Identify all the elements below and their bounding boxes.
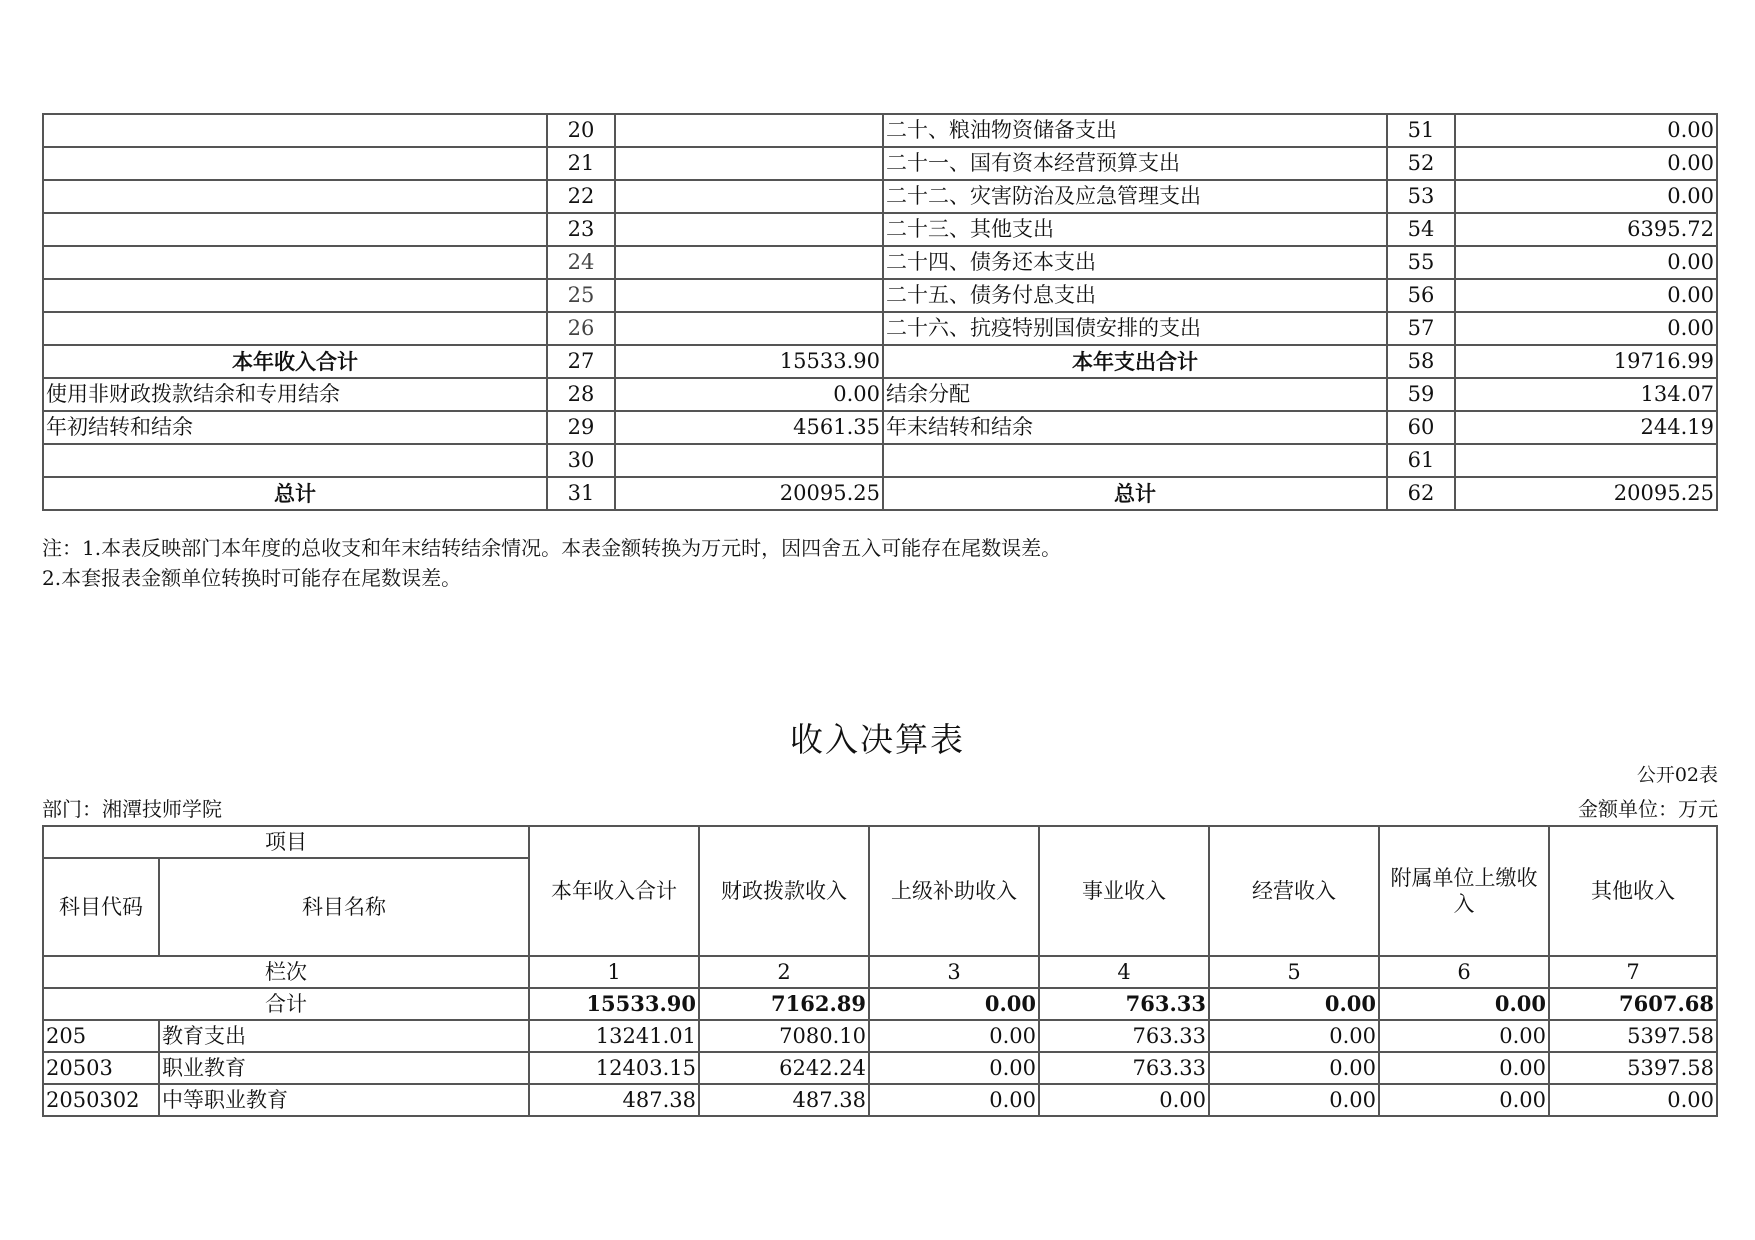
expense-line-no: 52 <box>1387 147 1455 180</box>
expense-line-no: 57 <box>1387 312 1455 345</box>
income-line-no: 25 <box>547 279 615 312</box>
cell-value: 13241.01 <box>529 1020 699 1052</box>
header-col-6: 附属单位上缴收入 <box>1379 826 1549 956</box>
cell-value: 0.00 <box>1379 1084 1549 1116</box>
header-col-5: 经营收入 <box>1209 826 1379 956</box>
income-amount <box>615 279 883 312</box>
order-3: 3 <box>869 956 1039 988</box>
table-row <box>43 147 1717 180</box>
table-row <box>43 1052 1717 1084</box>
income-amount <box>615 180 883 213</box>
income-amount <box>615 444 883 477</box>
income-amount <box>615 312 883 345</box>
header-col-1: 本年收入合计 <box>529 826 699 956</box>
cell-value: 0.00 <box>1039 1084 1209 1116</box>
expense-amount: 0.00 <box>1455 312 1717 345</box>
income-item <box>43 114 547 147</box>
table-row <box>43 378 1717 411</box>
table-row <box>43 180 1717 213</box>
table-row-total <box>43 477 1717 510</box>
cell-value: 0.00 <box>1379 1052 1549 1084</box>
expense-amount: 0.00 <box>1455 114 1717 147</box>
income-amount <box>615 147 883 180</box>
subject-name: 职业教育 <box>159 1052 529 1084</box>
total-value: 763.33 <box>1039 988 1209 1020</box>
income-line-no: 27 <box>547 345 615 378</box>
cell-value: 487.38 <box>699 1084 869 1116</box>
income-item: 使用非财政拨款结余和专用结余 <box>43 378 547 411</box>
subject-code: 2050302 <box>43 1084 159 1116</box>
income-line-no: 28 <box>547 378 615 411</box>
income-item <box>43 444 547 477</box>
income-amount: 4561.35 <box>615 411 883 444</box>
balance-table-body <box>43 114 1717 510</box>
total-value: 0.00 <box>1209 988 1379 1020</box>
income-amount <box>615 114 883 147</box>
expense-line-no: 62 <box>1387 477 1455 510</box>
subject-name: 教育支出 <box>159 1020 529 1052</box>
department-label: 部门：湘潭技师学院 <box>42 797 222 821</box>
income-item: 年初结转和结余 <box>43 411 547 444</box>
header-col-2: 财政拨款收入 <box>699 826 869 956</box>
expense-item: 二十二、灾害防治及应急管理支出 <box>883 180 1387 213</box>
table-row <box>43 114 1717 147</box>
footnote-2: 2.本套报表金额单位转换时可能存在尾数误差。 <box>42 566 462 590</box>
balance-table <box>42 113 1718 511</box>
expense-amount: 19716.99 <box>1455 345 1717 378</box>
cell-value: 0.00 <box>1549 1084 1717 1116</box>
table-row-subtotal <box>43 345 1717 378</box>
cell-value: 12403.15 <box>529 1052 699 1084</box>
income-line-no: 21 <box>547 147 615 180</box>
income-line-no: 26 <box>547 312 615 345</box>
expense-item: 二十五、债务付息支出 <box>883 279 1387 312</box>
expense-amount: 0.00 <box>1455 180 1717 213</box>
income-line-no: 29 <box>547 411 615 444</box>
cell-value: 763.33 <box>1039 1020 1209 1052</box>
page-title: 收入决算表 <box>790 720 965 759</box>
order-6: 6 <box>1379 956 1549 988</box>
order-7: 7 <box>1549 956 1717 988</box>
table-row <box>43 312 1717 345</box>
form-code: 公开02表 <box>1636 764 1718 786</box>
cell-value: 0.00 <box>1209 1084 1379 1116</box>
income-item <box>43 246 547 279</box>
income-line-no: 31 <box>547 477 615 510</box>
expense-amount: 244.19 <box>1455 411 1717 444</box>
subject-name: 中等职业教育 <box>159 1084 529 1116</box>
expense-item: 二十四、债务还本支出 <box>883 246 1387 279</box>
order-5: 5 <box>1209 956 1379 988</box>
cell-value: 0.00 <box>1209 1020 1379 1052</box>
order-4: 4 <box>1039 956 1209 988</box>
income-amount: 15533.90 <box>615 345 883 378</box>
table-row <box>43 213 1717 246</box>
subject-code: 205 <box>43 1020 159 1052</box>
expense-line-no: 56 <box>1387 279 1455 312</box>
cell-value: 487.38 <box>529 1084 699 1116</box>
expense-line-no: 55 <box>1387 246 1455 279</box>
expense-amount <box>1455 444 1717 477</box>
order-row <box>43 956 1717 988</box>
header-col-4: 事业收入 <box>1039 826 1209 956</box>
order-label: 栏次 <box>43 956 529 988</box>
total-value: 15533.90 <box>529 988 699 1020</box>
footnote-1: 注：1.本表反映部门本年度的总收支和年末结转结余情况。本表金额转换为万元时，因四舍五入可能存在尾数误差。 <box>42 536 1062 560</box>
header-col-3: 上级补助收入 <box>869 826 1039 956</box>
expense-amount: 6395.72 <box>1455 213 1717 246</box>
cell-value: 5397.58 <box>1549 1052 1717 1084</box>
income-amount <box>615 213 883 246</box>
expense-amount: 20095.25 <box>1455 477 1717 510</box>
header-name: 科目名称 <box>159 858 529 956</box>
cell-value: 0.00 <box>869 1020 1039 1052</box>
order-2: 2 <box>699 956 869 988</box>
expense-line-no: 60 <box>1387 411 1455 444</box>
expense-item: 年末结转和结余 <box>883 411 1387 444</box>
income-item <box>43 213 547 246</box>
table-row <box>43 246 1717 279</box>
income-line-no: 22 <box>547 180 615 213</box>
expense-line-no: 53 <box>1387 180 1455 213</box>
cell-value: 0.00 <box>869 1084 1039 1116</box>
income-amount: 0.00 <box>615 378 883 411</box>
income-line-no: 20 <box>547 114 615 147</box>
expense-line-no: 58 <box>1387 345 1455 378</box>
expense-amount: 0.00 <box>1455 279 1717 312</box>
expense-item <box>883 444 1387 477</box>
expense-line-no: 54 <box>1387 213 1455 246</box>
income-table <box>42 825 1718 1117</box>
table-row <box>43 1084 1717 1116</box>
expense-subtotal-label: 本年支出合计 <box>883 345 1387 378</box>
cell-value: 0.00 <box>869 1052 1039 1084</box>
income-item <box>43 180 547 213</box>
expense-amount: 0.00 <box>1455 246 1717 279</box>
expense-line-no: 51 <box>1387 114 1455 147</box>
table-row <box>43 411 1717 444</box>
income-item <box>43 147 547 180</box>
income-item <box>43 279 547 312</box>
income-subtotal-label: 本年收入合计 <box>43 345 547 378</box>
expense-amount: 134.07 <box>1455 378 1717 411</box>
table-row <box>43 279 1717 312</box>
order-1: 1 <box>529 956 699 988</box>
expense-item: 二十一、国有资本经营预算支出 <box>883 147 1387 180</box>
header-code: 科目代码 <box>43 858 159 956</box>
header-item: 项目 <box>43 826 529 858</box>
income-total-label: 总计 <box>43 477 547 510</box>
total-value: 0.00 <box>1379 988 1549 1020</box>
subject-code: 20503 <box>43 1052 159 1084</box>
amount-unit-label: 金额单位：万元 <box>1578 797 1718 821</box>
expense-line-no: 59 <box>1387 378 1455 411</box>
total-value: 7162.89 <box>699 988 869 1020</box>
table-row <box>43 1020 1717 1052</box>
expense-item: 二十六、抗疫特别国债安排的支出 <box>883 312 1387 345</box>
total-value: 0.00 <box>869 988 1039 1020</box>
income-line-no: 24 <box>547 246 615 279</box>
cell-value: 5397.58 <box>1549 1020 1717 1052</box>
income-line-no: 23 <box>547 213 615 246</box>
cell-value: 763.33 <box>1039 1052 1209 1084</box>
expense-item: 结余分配 <box>883 378 1387 411</box>
cell-value: 7080.10 <box>699 1020 869 1052</box>
total-value: 7607.68 <box>1549 988 1717 1020</box>
total-row <box>43 988 1717 1020</box>
expense-line-no: 61 <box>1387 444 1455 477</box>
total-label: 合计 <box>43 988 529 1020</box>
cell-value: 0.00 <box>1379 1020 1549 1052</box>
expense-item: 二十、粮油物资储备支出 <box>883 114 1387 147</box>
header-col-7: 其他收入 <box>1549 826 1717 956</box>
expense-total-label: 总计 <box>883 477 1387 510</box>
header-row <box>43 826 1717 858</box>
cell-value: 6242.24 <box>699 1052 869 1084</box>
income-line-no: 30 <box>547 444 615 477</box>
income-amount: 20095.25 <box>615 477 883 510</box>
income-amount <box>615 246 883 279</box>
income-item <box>43 312 547 345</box>
cell-value: 0.00 <box>1209 1052 1379 1084</box>
table-row <box>43 444 1717 477</box>
expense-item: 二十三、其他支出 <box>883 213 1387 246</box>
expense-amount: 0.00 <box>1455 147 1717 180</box>
